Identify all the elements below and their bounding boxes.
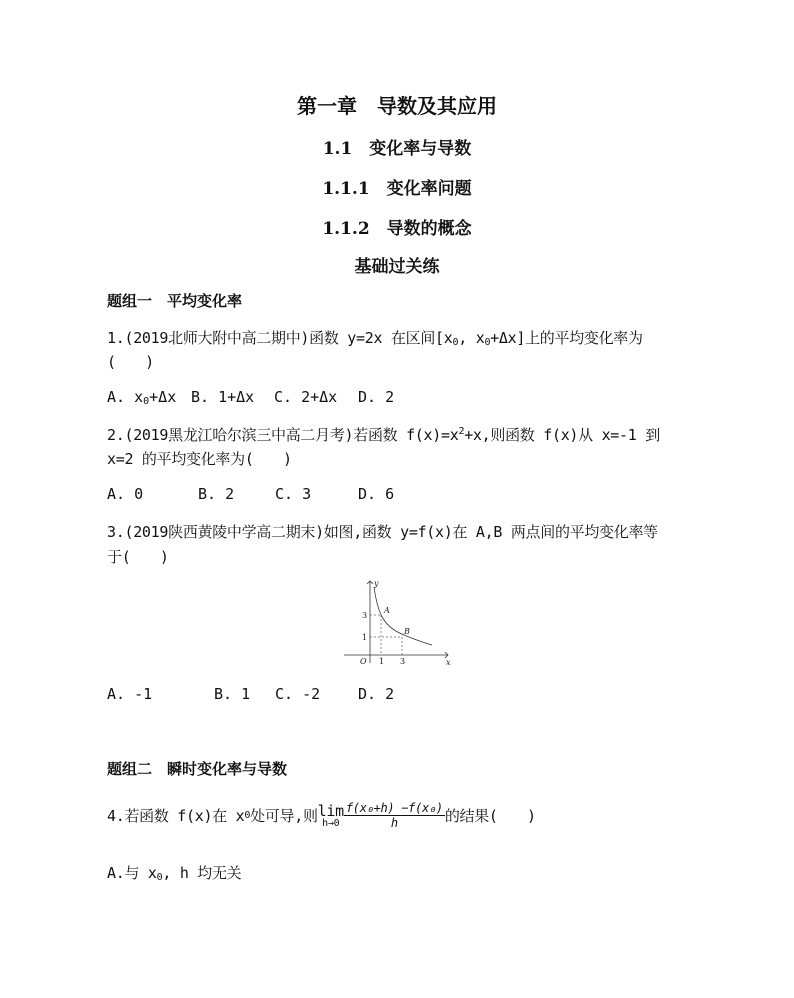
question-2-line-1 (107, 424, 660, 445)
section-heading-1-1-1: 1.1.1 变化率问题 (322, 179, 472, 199)
question-3-line-1: 3.(2019陕西黄陵中学高二期末)如图,函数 y=f(x)在 A,B 两点间的平均变化率等 (107, 523, 658, 541)
section-heading-1-1-2: 1.1.2 导数的概念 (322, 219, 472, 239)
q1-option-a: A. $x_0+\Delta x$ (107, 388, 177, 407)
q2-sup: 2 (458, 426, 465, 437)
q3-option-a: A. -1 (107, 685, 153, 703)
question-3-line-2: 于( ) (107, 548, 169, 566)
point-a-label: A (384, 606, 390, 615)
lim-subscript: h→0 (322, 817, 340, 829)
q1-text-c: +Δx]上的平均变化率为 (490, 329, 643, 347)
q1-option-d: D. 2 (358, 388, 395, 406)
q4-sub: 0 (244, 809, 251, 821)
q4-text-pre: 4.若函数 f(x)在 x (107, 806, 245, 825)
question-1-options (107, 388, 507, 408)
q3-option-b: B. 1 (214, 685, 251, 703)
question-4-line (107, 795, 536, 835)
curve (374, 587, 432, 645)
question-1-line-2: ( ) (107, 353, 154, 371)
lim-text: lim (317, 801, 344, 820)
q2-option-d: D. 6 (358, 485, 395, 503)
q2-option-c: C. 3 (275, 485, 312, 503)
question-4-option-a (107, 862, 241, 883)
q4-opt-a-text: A.与 x (107, 864, 157, 882)
q1-text-b: , x (458, 329, 485, 347)
q4-opt-a-tail: , h 均无关 (162, 864, 242, 882)
difference-quotient (344, 801, 445, 830)
q1-option-b: B. 1+Δx (191, 388, 255, 406)
limit-operator (318, 802, 344, 829)
q4-text-mid: 处可导,则 (250, 806, 318, 825)
x-tick-1: 1 (379, 657, 385, 665)
question-2-line-2: x=2 的平均变化率为( ) (107, 450, 292, 468)
practice-heading: 基础过关练 (354, 257, 440, 277)
q2-text-a: 2.(2019黑龙江哈尔滨三中高二月考)若函数 f(x)=x (107, 426, 459, 444)
q3-option-d: D. 2 (358, 685, 395, 703)
y-tick-1: 1 (362, 633, 368, 642)
q2-text-b: +x,则函数 f(x)从 x=-1 到 (464, 426, 660, 444)
x-tick-3: 3 (400, 657, 406, 665)
q1-sub-2: 0 (484, 337, 491, 348)
question-3-options (107, 685, 507, 705)
x-axis-label: x (446, 658, 451, 665)
q2-option-a: A. 0 (107, 485, 144, 503)
fraction-denominator: h (390, 815, 398, 830)
q4-text-post: 的结果( ) (444, 806, 536, 825)
q3-option-c: C. -2 (275, 685, 321, 703)
y-axis-label: y (374, 579, 379, 588)
question-1-line-1 (107, 327, 643, 348)
q2-option-b: B. 2 (198, 485, 235, 503)
fraction-numerator: f(x₀+h) −f(x₀) (345, 800, 443, 815)
chapter-title: 第一章 导数及其应用 (297, 94, 497, 118)
q1-sub-1: 0 (452, 337, 459, 348)
question-2-options (107, 485, 507, 505)
section-heading-1-1: 1.1 变化率与导数 (322, 139, 472, 159)
q4-opt-a-sub: 0 (156, 872, 163, 883)
origin-label: O (360, 657, 367, 665)
function-graph (340, 575, 455, 665)
q1-option-c: C. 2+Δx (274, 388, 338, 406)
group-heading-1: 题组一 平均变化率 (107, 292, 243, 310)
group-heading-2: 题组二 瞬时变化率与导数 (107, 760, 288, 778)
y-tick-3: 3 (362, 611, 368, 620)
point-b-label: B (404, 627, 410, 636)
q1-text-a: 1.(2019北师大附中高二期中)函数 y=2x 在区间[x (107, 329, 453, 347)
